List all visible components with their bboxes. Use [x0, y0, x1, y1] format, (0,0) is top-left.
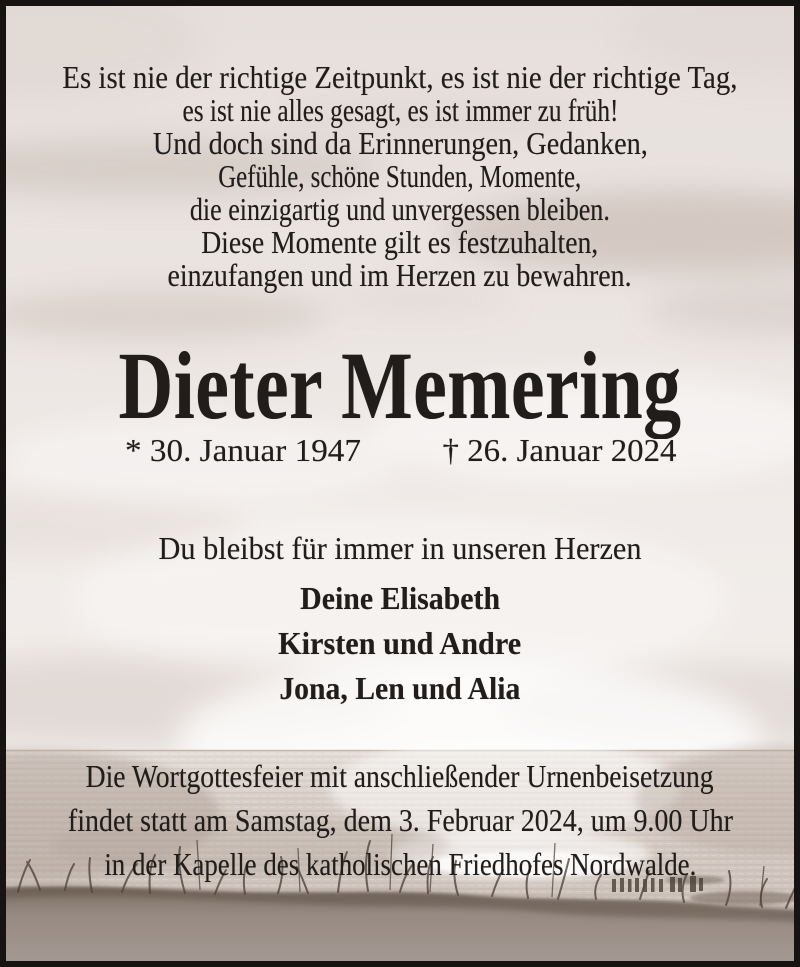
- verse-line: es ist nie alles gesagt, es ist immer zu früh!: [182, 92, 618, 128]
- birth-date: * 30. Januar 1947: [125, 432, 361, 468]
- mourner-line: Jona, Len und Alia: [279, 670, 521, 706]
- service-line: in der Kapelle des katholischen Friedhofes Nordwalde.: [103, 846, 696, 882]
- verse-line: die einzigartig und unvergessen bleiben.: [189, 191, 610, 227]
- life-dates: [125, 434, 677, 467]
- mourners-list: [0, 576, 800, 711]
- service-line: Die Wortgottesfeier mit anschließender Urnenbeisetzung: [86, 758, 714, 794]
- verse-line: Und doch sind da Erinnerungen, Gedanken,: [152, 125, 648, 161]
- verse-line: Es ist nie der richtige Zeitpunkt, es ist nie der richtige Tag,: [62, 59, 738, 95]
- farewell-line: Du bleibst für immer in unseren Herzen: [158, 530, 642, 566]
- service-line: findet statt am Samstag, dem 3. Februar 2024, um 9.00 Uhr: [67, 802, 733, 838]
- opening-verse: [0, 61, 800, 292]
- verse-line: einzufangen und im Herzen zu bewahren.: [168, 257, 632, 293]
- deceased-name: Dieter Memering: [118, 332, 682, 439]
- mourner-line: Kirsten und Andre: [278, 625, 522, 661]
- death-date: † 26. Januar 2024: [443, 432, 677, 468]
- mourner-line: Deine Elisabeth: [299, 580, 500, 616]
- service-details: [0, 754, 800, 886]
- verse-line: Gefühle, schöne Stunden, Momente,: [218, 158, 582, 194]
- verse-line: Diese Momente gilt es festzuhalten,: [201, 224, 599, 260]
